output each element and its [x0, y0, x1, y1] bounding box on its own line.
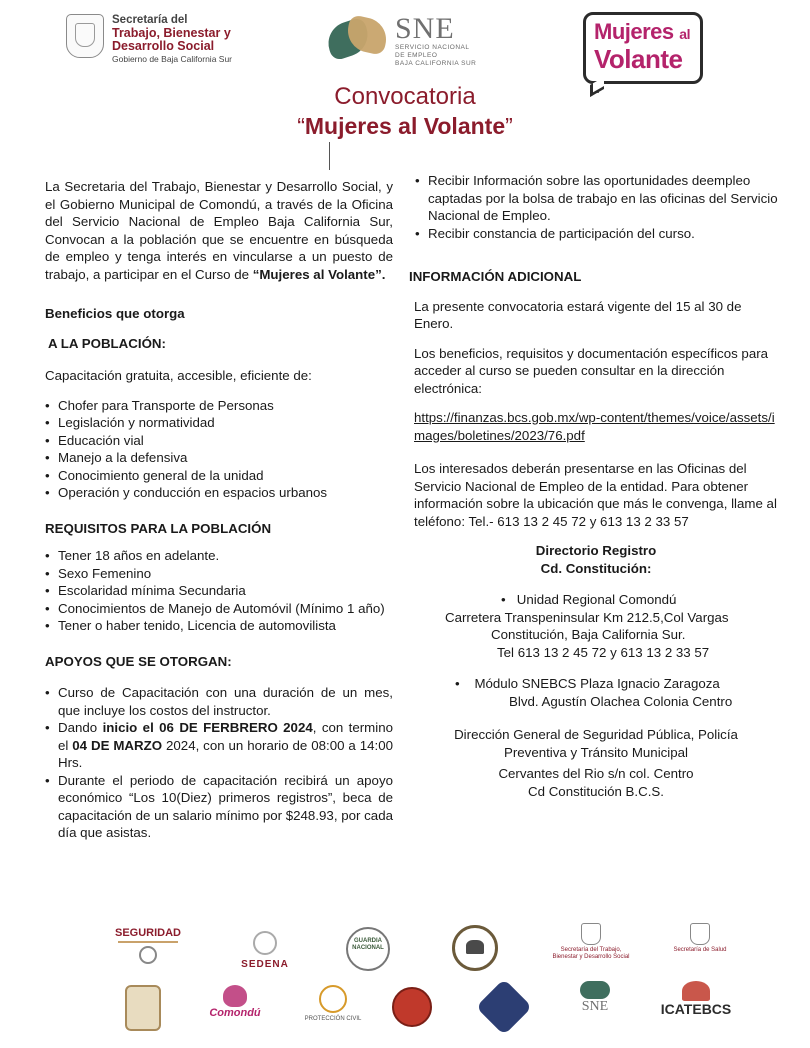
list-item: • Durante el periodo de capacitación recibirá un apoyo económico “Los 10(Diez) primeros registros”, beca de capacitación de un salario mínimo por $248.93, por cada día que asistas. [45, 772, 393, 842]
page-title: Convocatoria [334, 83, 476, 110]
secretaria-line2: Trabajo, Bienestar y [112, 26, 231, 40]
list-item: • Tener 18 años en adelante. [45, 547, 393, 565]
beneficios-text: Los beneficios, requisitos y documentación específicos para acceder al curso se pueden consultar en la dirección electrónica: [414, 345, 769, 396]
policia-badge-icon [476, 979, 533, 1036]
list-item: • Recibir Información sobre las oportunidades deempleo captadas por la bolsa de trabajo en las oficinas del Servicio Nacional de Empleo. [415, 172, 783, 225]
info-heading: INFORMACIÓN ADICIONAL [409, 269, 582, 284]
list-item: • Sexo Femenino [45, 565, 393, 583]
list-item: • Dando inicio el 06 DE FERBRERO 2024, con termino el 04 DE MARZO 2024, con un horario de 08:00 a 14:00 Hrs. [45, 719, 393, 772]
sne-logo [327, 14, 476, 68]
seguridad-logo: SEGURIDAD [108, 927, 188, 964]
municipio-crest-icon [125, 985, 161, 1031]
direccion-line2: Preventiva y Tránsito Municipal [503, 744, 689, 760]
list-item: • Chofer para Transporte de Personas [45, 397, 393, 415]
left-column [45, 178, 393, 842]
unidad-regional: • Unidad Regional Comondú [501, 592, 677, 607]
proteccion-civil-logo: PROTECCIÓN CIVIL [300, 985, 366, 1022]
list-item: • Manejo a la defensiva [45, 449, 393, 467]
direccion-line4: Cd Constitución B.C.S. [528, 783, 664, 799]
unidad-phone: Tel 613 13 2 45 72 y 613 13 2 33 57 [497, 644, 710, 660]
secretaria-trabajo-logo: Secretaría del Trabajo, Bienestar y Desarrollo Social [550, 923, 632, 961]
apoyos-heading: APOYOS QUE SE OTORGAN: [45, 653, 232, 669]
secretaria-salud-logo: Secretaría de Salud [660, 923, 740, 954]
vigencia-text: La presente convocatoria estará vigente del 15 al 30 de Enero. [414, 298, 742, 331]
guardia-nacional-logo: GUARDIA NACIONAL [346, 927, 390, 971]
logo-volante: Volante [594, 44, 683, 74]
sne-line1: SERVICIO NACIONAL [395, 44, 470, 51]
list-item: • Tener o haber tenido, Licencia de automovilista [45, 617, 393, 635]
poblacion-heading: A LA POBLACIÓN: [48, 335, 166, 351]
sne-acronym: SNE [395, 12, 455, 45]
list-item: • Conocimientos de Manejo de Automóvil (Mínimo 1 año) [45, 600, 393, 618]
list-item: • Educación vial [45, 432, 393, 450]
intro-paragraph: La Secretaria del Trabajo, Bienestar y Desarrollo Social, y el Gobierno Municipal de Comondú, a través de la Oficina del Servicio Nacional de Empleo Baja California Sur, Convocan a la población que se encuentre en búsqueda de empleo y tenga interés en vincularse a un puesto de trabajo, a participar en el Curso de “Mujeres al Volante”. [45, 179, 393, 282]
direccion-line3: Cervantes del Rio s/n col. Centro [498, 766, 694, 781]
directorio-title: Directorio Registro [535, 543, 657, 558]
defensa-seal-icon [452, 925, 498, 971]
mujeres-al-volante-logo [583, 12, 703, 84]
title-divider [329, 142, 330, 170]
apoyos-list [45, 684, 393, 842]
convocatoria-link[interactable]: https://finanzas.bcs.gob.mx/wp-content/themes/voice/assets/images/boletines/2023/76.pdf [414, 410, 775, 443]
list-item: • Legislación y normatividad [45, 414, 393, 432]
document-header [0, 0, 810, 175]
list-item: • Curso de Capacitación con una duración de un mes, que incluye los costos del instructor. [45, 684, 393, 719]
list-item: • Escolaridad mínima Secundaria [45, 582, 393, 600]
page-subtitle: “Mujeres al Volante” [297, 113, 513, 139]
sedena-logo: SEDENA [230, 931, 300, 970]
bomberos-icon [392, 987, 432, 1027]
unidad-address: Carretera Transpeninsular Km 212.5,Col Vargas [445, 609, 729, 625]
footer-logos [100, 915, 740, 1045]
logo-mujeres: Mujeres [594, 19, 674, 44]
capacitacion-list [45, 397, 393, 502]
modulo-snebcs: • Módulo SNEBCS Plaza Ignacio Zaragoza [455, 676, 720, 691]
sne-line2: DE EMPLEO [395, 52, 438, 59]
requisitos-list [45, 547, 393, 635]
beneficios-extra-list [409, 172, 783, 242]
beneficios-heading: Beneficios que otorga [45, 306, 185, 321]
state-crest-icon [66, 14, 104, 58]
list-item: • Operación y conducción en espacios urbanos [45, 484, 393, 502]
requisitos-heading: REQUISITOS PARA LA POBLACIÓN [45, 520, 272, 536]
ayuntamiento-comondu-logo: Comondú [200, 985, 270, 1019]
directorio-subtitle: Cd. Constitución: [540, 560, 652, 576]
modulo-address: Blvd. Agustín Olachea Colonia Centro [509, 693, 733, 709]
handshake-icon [327, 14, 389, 64]
secretaria-line3: Desarrollo Social [112, 39, 215, 53]
icatebcs-logo: ICATEBCS [656, 981, 736, 1017]
logo-al: al [679, 26, 690, 42]
unidad-city: Constitución, Baja California Sur. [491, 627, 686, 642]
secretaria-line4: Gobierno de Baja California Sur [112, 54, 233, 64]
list-item: • Recibir constancia de participación del curso. [415, 225, 783, 243]
list-item: • Conocimiento general de la unidad [45, 467, 393, 485]
sne-line3: BAJA CALIFORNIA SUR [395, 60, 477, 67]
capacitacion-text: Capacitación gratuita, accesible, eficiente de: [45, 368, 312, 383]
secretaria-line1: Secretaría del [112, 14, 188, 26]
direccion-line1: Dirección General de Seguridad Pública, Policía [454, 727, 738, 742]
right-column [409, 172, 783, 800]
secretaria-logo [66, 14, 232, 66]
interesados-text: Los interesados deberán presentarse en las Oficinas del Servicio Nacional de Empleo de la entidad. Para obtener información sobre la ubicación que más le convenga, llame al teléfono: Tel.- 613 13 2 45 72 y 613 13 2 33 57 [414, 461, 777, 529]
sne-footer-logo: SNE [572, 981, 618, 1015]
